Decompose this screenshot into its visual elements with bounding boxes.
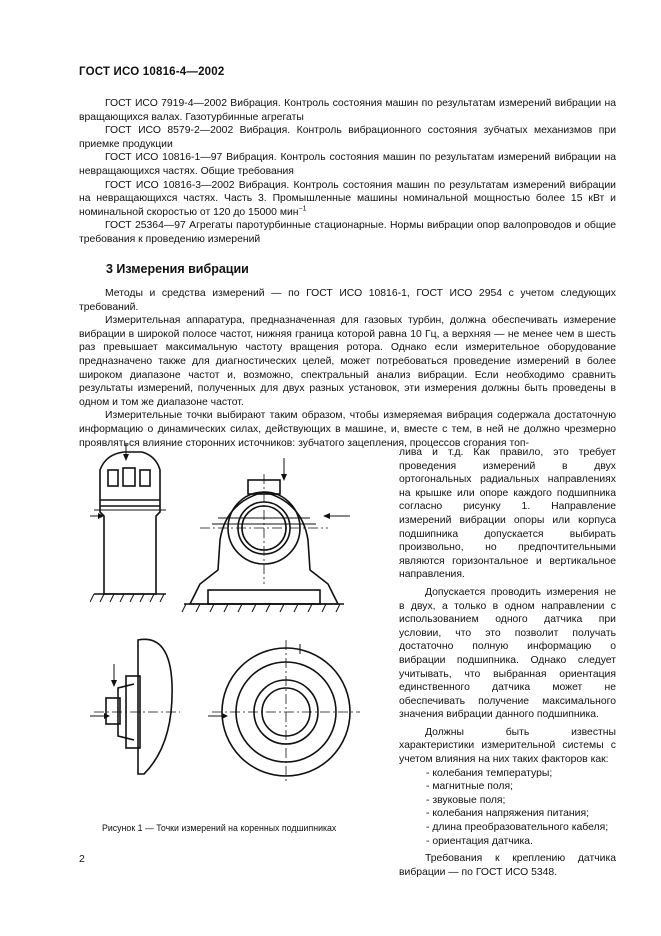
paragraph: лива и т.д. Как правило, это требует проведения измерений в двух ортогональных радиальных направлениях на крышке или опоре каждого подшипника согласно рисунку 1. Направление измерений вибрации опоры или корпуса подшипника допускается выбирать произвольно, но предпочтительными являются горизонтальное и вертикальное направления. <box>399 447 616 581</box>
section-heading: 3 Измерения вибрации <box>106 262 249 276</box>
figure-caption: Рисунок 1 — Точки измерений на коренных подшипниках <box>102 823 337 833</box>
paragraph: Должны быть известны характеристики измерительной системы с учетом влияния на них таких факторов как: <box>399 726 616 766</box>
list-item: - колебания температуры; <box>426 767 553 779</box>
reference-item: ГОСТ ИСО 7919-4—2002 Вибрация. Контроль состояния машин по результатам измерений вибрации на вращающихся валах. Газотурбинные агрегаты <box>79 98 616 123</box>
list-item: - магнитные поля; <box>426 781 513 793</box>
factor-list <box>399 767 616 849</box>
paragraph: Допускается проводить измерения не в двух, а только в одном направлении с использованием одного датчика при условии, что это позволит получать достаточно полную информацию о вибрации подшипника. Однако следует учитывать, что выбранная ориентация единственного датчика может не обеспечивать получение максимального значения вибрации данного подшипника. <box>399 586 616 721</box>
list-item: - ориентация датчика. <box>426 835 533 847</box>
list-item: - длина преобразовательного кабеля; <box>426 822 609 834</box>
paragraph: Требования к креплению датчика вибрации — по ГОСТ ИСО 5348. <box>399 853 616 878</box>
running-header: ГОСТ ИСО 10816-4—2002 <box>79 66 225 78</box>
page-number: 2 <box>79 853 85 865</box>
reference-item <box>79 179 616 220</box>
list-item: - колебания напряжения питания; <box>426 808 589 820</box>
paragraph: Измерительные точки выбирают таким образом, чтобы измеряемая вибрация содержала достаточную информацию о динамических силах, действующих в машине, и, вместе с тем, в ней не должно чрезмерно проявляться влияние сторонних источников: зубчатого зацепления, процессов сгорания топ- <box>79 410 616 449</box>
section-body <box>79 287 616 450</box>
list-item: - звуковые поля; <box>426 794 506 806</box>
reference-text: ГОСТ ИСО 10816-3—2002 Вибрация. Контроль состояния машин по результатам измерений вибрации на невращающихся частях. Часть 3. Промышленные машины номинальной мощностью более 15 кВт и номинальной скоростью от 120 до 15000 мин <box>79 179 616 218</box>
figure-bearing-drawing <box>90 444 390 784</box>
reference-item: ГОСТ ИСО 8579-2—2002 Вибрация. Контроль вибрационного состояния зубчатых механизмов при приемке продукции <box>79 125 616 150</box>
right-column-text <box>399 446 616 879</box>
paragraph: Измерительная аппаратура, предназначенная для газовых турбин, должна обеспечивать измерение вибрации в широкой полосе частот, нижняя граница которой равна 10 Гц, а верхняя — не менее чем в шесть раз превышает максимальную частоту вращения ротора. Однако если измерительное оборудование предназначено также для диагностических целей, может потребоваться проведение измерений в более широком диапазоне частот и, возможно, спектральный анализ вибрации. Если необходимо сравнить результаты измерений, полученных для двух разных установок, эти измерения должны быть проведены в одном и том же диапазоне частот. <box>79 315 616 408</box>
paragraph: Методы и средства измерений — по ГОСТ ИСО 10816-1, ГОСТ ИСО 2954 с учетом следующих требований. <box>79 288 616 313</box>
unit-superscript: −1 <box>298 205 307 213</box>
bearing-side-view-bottom <box>90 639 180 774</box>
bearing-side-view-top <box>90 444 166 602</box>
reference-item: ГОСТ 25364—97 Агрегаты паротурбинные стационарные. Нормы вибрации опор валопроводов и общие требования к проведению измерений <box>79 220 616 245</box>
bearing-end-view-bottom <box>208 640 360 784</box>
bearing-front-view-top <box>182 458 350 612</box>
references-list <box>79 97 616 247</box>
reference-item: ГОСТ ИСО 10816-1—97 Вибрация. Контроль состояния машин по результатам измерений вибрации на невращающихся частях. Общие требования <box>79 152 616 177</box>
